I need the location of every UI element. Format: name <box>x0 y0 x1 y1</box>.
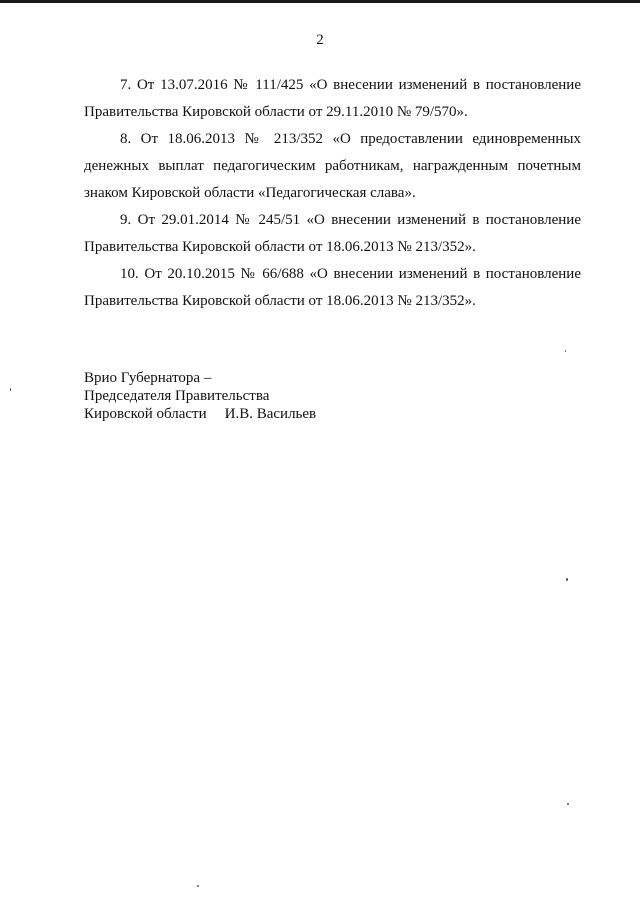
signature-title-line-1: Врио Губернатора – <box>84 370 212 386</box>
scan-speck <box>565 350 566 352</box>
signature-block <box>84 369 384 423</box>
list-item-7: 7. От 13.07.2016 № 111/425 «О внесении изменений в постановление Правительства Кировской области от 29.11.2010 № 79/570». <box>84 77 581 120</box>
signature-region: Кировской области <box>84 406 207 422</box>
list-item-9: 9. От 29.01.2014 № 245/51 «О внесении изменений в постановление Правительства Кировской области от 18.06.2013 № 213/352». <box>84 212 581 255</box>
list-item-10: 10. От 20.10.2015 № 66/688 «О внесении изменений в постановление Правительства Кировской области от 18.06.2013 № 213/352». <box>84 266 581 309</box>
signatory-name: И.В. Васильев <box>224 406 317 422</box>
scan-speck <box>10 388 11 391</box>
top-border-line <box>0 0 640 3</box>
scan-speck <box>566 578 568 581</box>
scan-speck <box>567 803 569 805</box>
scan-speck <box>197 885 199 887</box>
document-body <box>84 72 581 315</box>
page-number: 2 <box>316 32 324 48</box>
signature-title-line-2: Председателя Правительства <box>84 388 270 404</box>
list-item-8: 8. От 18.06.2013 № 213/352 «О предоставлении единовременных денежных выплат педагогическим работникам, награжденным почетным знаком Кировской области «Педагогическая слава». <box>84 131 581 201</box>
signature-title-line-3 <box>84 405 384 423</box>
